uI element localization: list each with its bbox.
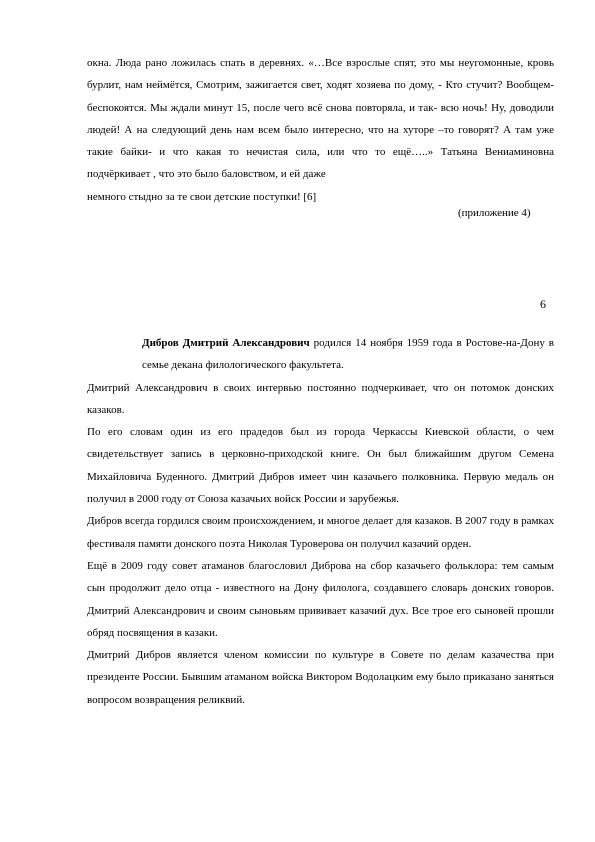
- top-paragraph: [87, 52, 554, 208]
- intro-text: родился 14 ноября 1959 года в Ростове-на-Дону в семье декана филологического факультета.: [142, 337, 555, 372]
- person-name: Дибров Дмитрий Александрович: [142, 337, 310, 349]
- paragraph-3: По его словам один из его прадедов был из города Черкассы Киевской области, о чем свидетельствует запись в церковно-приходской книге. Он был ближайшим другом Семена Михайловича Буденного. Дмитрий Дибров имеет чин казачьего полковника. Первую медаль он получил в 2000 году от Союза казачьих войск России и зарубежья.: [87, 426, 554, 506]
- paragraph-2: Дмитрий Александрович в своих интервью постоянно подчеркивает, что он потомок донских казаков.: [87, 381, 554, 416]
- biography-section: [87, 332, 554, 711]
- appendix-reference: (приложение 4): [458, 207, 531, 219]
- paragraph-5: Ещё в 2009 году совет атаманов благословил Диброва на сбор казачьего фольклора: тем самым сын продолжит дело отца - известного на Дону филолога, создавшего словарь донских говоров. Дмитрий Александрович и своим сыновьям прививает казачий дух. Все трое его сыновей прошли обряд посвящения в казаки.: [87, 559, 554, 639]
- top-paragraph-tail: немного стыдно за те свои детские поступки! [6]: [87, 190, 317, 203]
- paragraph-6: Дмитрий Дибров является членом комиссии по культуре в Совете по делам казачества при президенте России. Бывшим атаманом войска Виктором Водолацким ему было приказано заняться вопросом возвращения реликвий.: [87, 649, 554, 706]
- intro-paragraph: [87, 332, 554, 377]
- page-number: 6: [540, 297, 546, 311]
- top-paragraph-text: окна. Люда рано ложилась спать в деревнях. «…Все взрослые спят, это мы неугомонные, кровь бурлит, нам неймётся, Смотрим, зажигается свет, ходят хозяева по дому, - Кто стучит? Вообщем- беспокоятся. Мы ждали минут 15, после чего всё снова повторяла, и так- всю ночь! Ну, доводили людей! А на следующий день нам всем было интересно, что на хуторе –то говорят? А там уже такие байки- и что какая то нечистая сила, или что то ещё…..» Татьяна Вениаминовна подчёркивает , что это было баловством, и ей даже: [87, 57, 554, 181]
- paragraph-4: Дибров всегда гордился своим происхождением, и многое делает для казаков. В 2007 году в рамках фестиваля памяти донского поэта Николая Туроверова он получил казачий орден.: [87, 515, 554, 550]
